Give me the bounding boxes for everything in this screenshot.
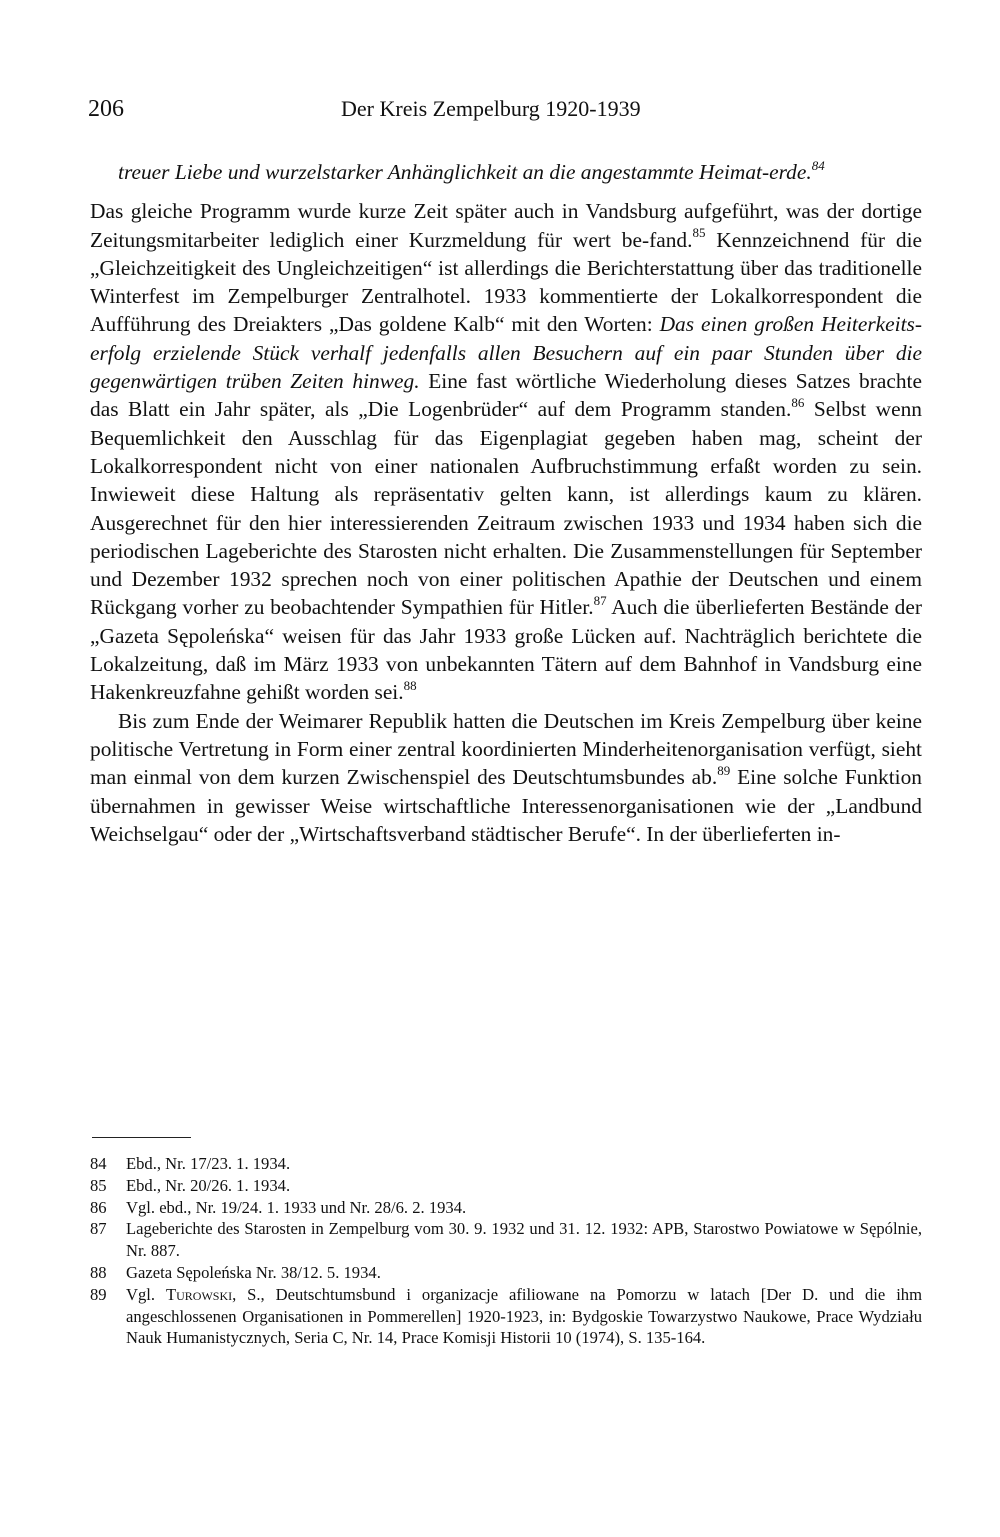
- footnote-text: Gazeta Sępoleńska Nr. 38/12. 5. 1934.: [126, 1262, 381, 1282]
- footnote-text: , S., Deutschtumsbund i organizacje afiliowane na Pomorzu w latach [Der D. und die ihm angeschlossenen Organisationen in Pommerellen] 1920-1923, in: Bydgoskie Towarzystwo Naukowe, Prace Wydziału Nauk Humanistycznych, Seria C, Nr. 14, Prace Komisji Historii 10 (1974), S. 135-164.: [126, 1284, 923, 1348]
- footnote-divider: [92, 1137, 191, 1138]
- footnote-number: 85: [90, 1175, 107, 1195]
- p1-sentence-5: Auch die überlieferten Bestände der „Gazeta Sępoleńska“ weisen für das Jahr 1933 große Lücken auf. Nachträglich berichtete die Lokalzeitung, daß im März 1933 von unbekannten Tätern auf dem Bahnhof in Vandsburg eine Hakenkreuzfahne gehißt worden sei.: [90, 595, 922, 705]
- p1-italic-quote: Das einen großen Heiterkeits-erfolg erzielende Stück verhalf jedenfalls allen Besuchern auf ein paar Stunden über die gegenwärtigen trüben Zeiten hinweg.: [90, 312, 922, 394]
- footnote-85: [90, 1175, 922, 1197]
- footnote-ref-89[interactable]: 89: [717, 763, 731, 779]
- footnote-text: Lageberichte des Starosten in Zempelburg vom 30. 9. 1932 und 31. 12. 1932: APB, Starostwo Powiatowe w Sępólnie, Nr. 887.: [126, 1219, 922, 1261]
- quote-continuation: [90, 158, 922, 186]
- footnote-number: 86: [90, 1197, 107, 1217]
- footnote-84: [90, 1153, 922, 1175]
- paragraph-1: [90, 197, 922, 706]
- footnote-ref-84[interactable]: 84: [811, 157, 825, 173]
- footnotes: [90, 1153, 922, 1349]
- footnote-89: [90, 1284, 922, 1349]
- footnote-ref-85[interactable]: 85: [692, 225, 706, 241]
- footnote-text: Ebd., Nr. 20/26. 1. 1934.: [126, 1175, 291, 1195]
- running-head: [88, 96, 924, 128]
- paragraph-2: [90, 707, 922, 848]
- footnote-ref-86[interactable]: 86: [791, 395, 805, 411]
- footnote-text: Vgl. ebd., Nr. 19/24. 1. 1933 und Nr. 28/6. 2. 1934.: [126, 1197, 467, 1217]
- footnote-number: 88: [90, 1262, 107, 1282]
- footnote-86: [90, 1197, 922, 1219]
- footnote-number: 89: [90, 1284, 107, 1304]
- p1-sentence-4: Selbst wenn Bequemlichkeit den Ausschlag für das Eigenplagiat gegeben haben mag, scheint der Lokalkorrespondent nicht von einer nationalen Aufbruchstimmung erfaßt worden zu sein. Inwieweit diese Haltung als repräsentativ gelten kann, ist allerdings kaum zu klären. Ausgerechnet für den hier interessierenden Zeitraum zwischen 1933 und 1934 haben sich die periodischen Lageberichte des Starosten nicht erhalten. Die Zusammenstellungen für September und Dezember 1932 sprechen noch von einer politischen Apathie der Deutschen und einem Rückgang vorher zu beobachtender Sympathien für Hitler.: [90, 397, 922, 620]
- footnote-ref-88[interactable]: 88: [403, 678, 417, 694]
- footnote-author: Turowski: [165, 1284, 233, 1304]
- footnote-ref-87[interactable]: 87: [593, 593, 607, 609]
- p2-sentence-2: Eine solche Funktion übernahmen in gewisser Weise wirtschaftliche Interessenorganisationen wie der „Landbund Weichselgau“ oder der „Wirtschaftsverband städtischer Berufe“. In der überlieferten in-: [90, 765, 922, 846]
- p1-sentence-1: Das gleiche Programm wurde kurze Zeit später auch in Vandsburg aufgeführt, was der dortige Zeitungsmitarbeiter lediglich einer Kurzmeldung für wert be-fand.: [90, 199, 922, 252]
- footnote-number: 84: [90, 1154, 107, 1173]
- p1-sentence-2: Kennzeichnend für die „Gleichzeitigkeit des Ungleichzeitigen“ ist allerdings die Berichterstattung über das traditionelle Winterfest im Zempelburger Zentralhotel. 1933 kommentierte der Lokalkorrespondent die Aufführung des Dreiakters „Das goldene Kalb“ mit den Worten:: [90, 227, 922, 337]
- page-number: 206: [88, 96, 124, 122]
- footnote-87: [90, 1218, 922, 1262]
- footnote-text: Ebd., Nr. 17/23. 1. 1934.: [126, 1154, 291, 1173]
- quote-text: treuer Liebe und wurzelstarker Anhänglichkeit an die angestammte Heimat-erde.: [118, 160, 812, 184]
- body-text: [90, 158, 922, 848]
- p1-sentence-3: Eine fast wörtliche Wiederholung dieses Satzes brachte das Blatt ein Jahr später, als „Die Logenbrüder“ auf dem Programm standen.: [90, 369, 922, 422]
- footnote-number: 87: [90, 1219, 107, 1239]
- footnote-prefix: Vgl.: [126, 1284, 166, 1304]
- running-head-title: Der Kreis Zempelburg 1920-1939: [341, 96, 641, 121]
- footnote-88: [90, 1262, 922, 1284]
- p2-sentence-1: Bis zum Ende der Weimarer Republik hatten die Deutschen im Kreis Zempelburg über keine politische Vertretung in Form einer zentral koordinierten Minderheitenorganisation verfügt, sieht man einmal von dem kurzen Zwischenspiel des Deutschtumsbundes ab.: [90, 708, 922, 790]
